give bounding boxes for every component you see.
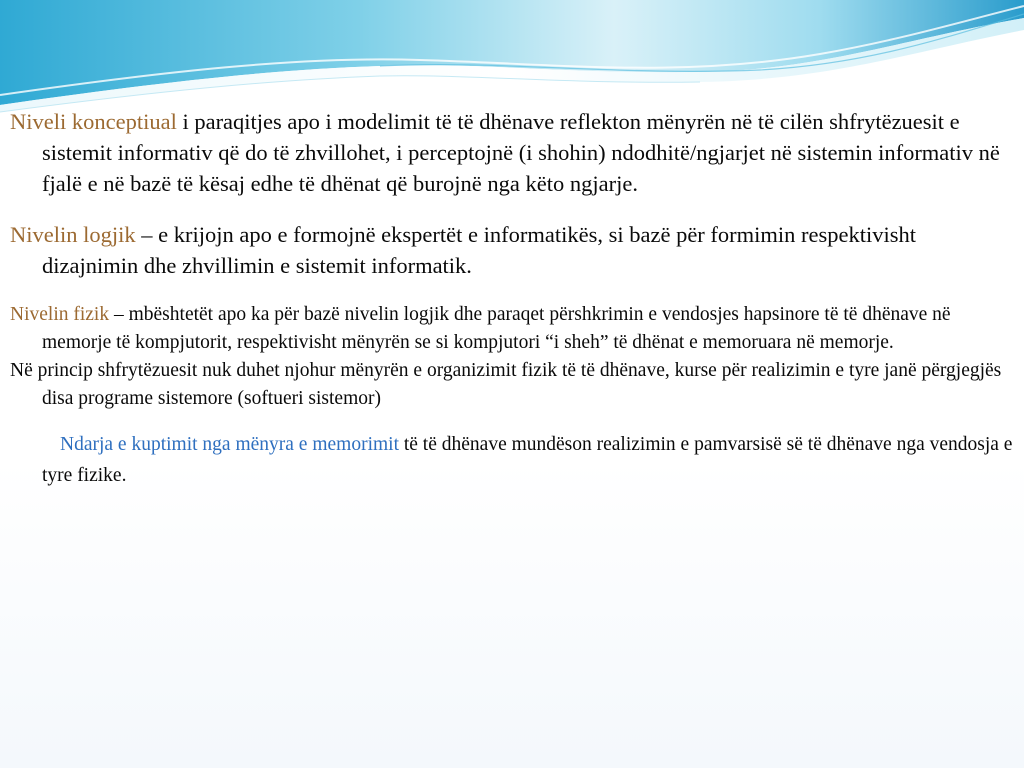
- term-separation: Ndarja e kuptimit nga mënyra e memorimit: [60, 434, 399, 455]
- decorative-wave-header: [0, 0, 1024, 120]
- term-conceptual-level: Niveli konceptiual: [10, 109, 177, 134]
- paragraph-principle: [10, 357, 1016, 413]
- paragraph-text: Në princip shfrytëzuesit nuk duhet njohur mënyrën e organizimit fizik të të dhënave, kurse për realizimin e tyre janë përgjegjës disa programe sistemore (softueri sistemor): [10, 360, 1002, 409]
- term-physical-level: Nivelin fizik: [10, 304, 110, 325]
- term-logical-level: Nivelin logjik: [10, 222, 136, 247]
- paragraph-text: i paraqitjes apo i modelimit të të dhënave reflekton mënyrën në të cilën shfrytëzuesit e sistemit informativ që do të zhvillohet, i perceptojnë (i shohin) ndodhitë/ngjarjet në sistemin informativ në fjalë e në bazë të kësaj edhe të dhënat që burojnë nga këto ngjarje.: [42, 109, 1000, 196]
- paragraph-text: të të dhënave mundëson realizimin e pamvarsisë së të dhënave nga vendosja e tyre fizike.: [42, 434, 1013, 486]
- slide-body: [10, 104, 1016, 491]
- paragraph-physical-level: [10, 301, 1016, 357]
- paragraph-text: – e krijojn apo e formojnë ekspertët e informatikës, si bazë për formimin respektivisht dizajnimin dhe zhvillimin e sistemit informatik.: [42, 222, 917, 278]
- paragraph-conceptual-level: [10, 106, 1016, 199]
- paragraph-separation: [10, 429, 1016, 491]
- paragraph-text: – mbështetët apo ka për bazë nivelin logjik dhe paraqet përshkrimin e vendosjes hapsinore të të dhënave në memorje të kompjutorit, respektivisht mënyrën se si kompjutori “i sheh” të dhënat e memoruara në memorje.: [42, 304, 951, 353]
- paragraph-logical-level: [10, 219, 1016, 281]
